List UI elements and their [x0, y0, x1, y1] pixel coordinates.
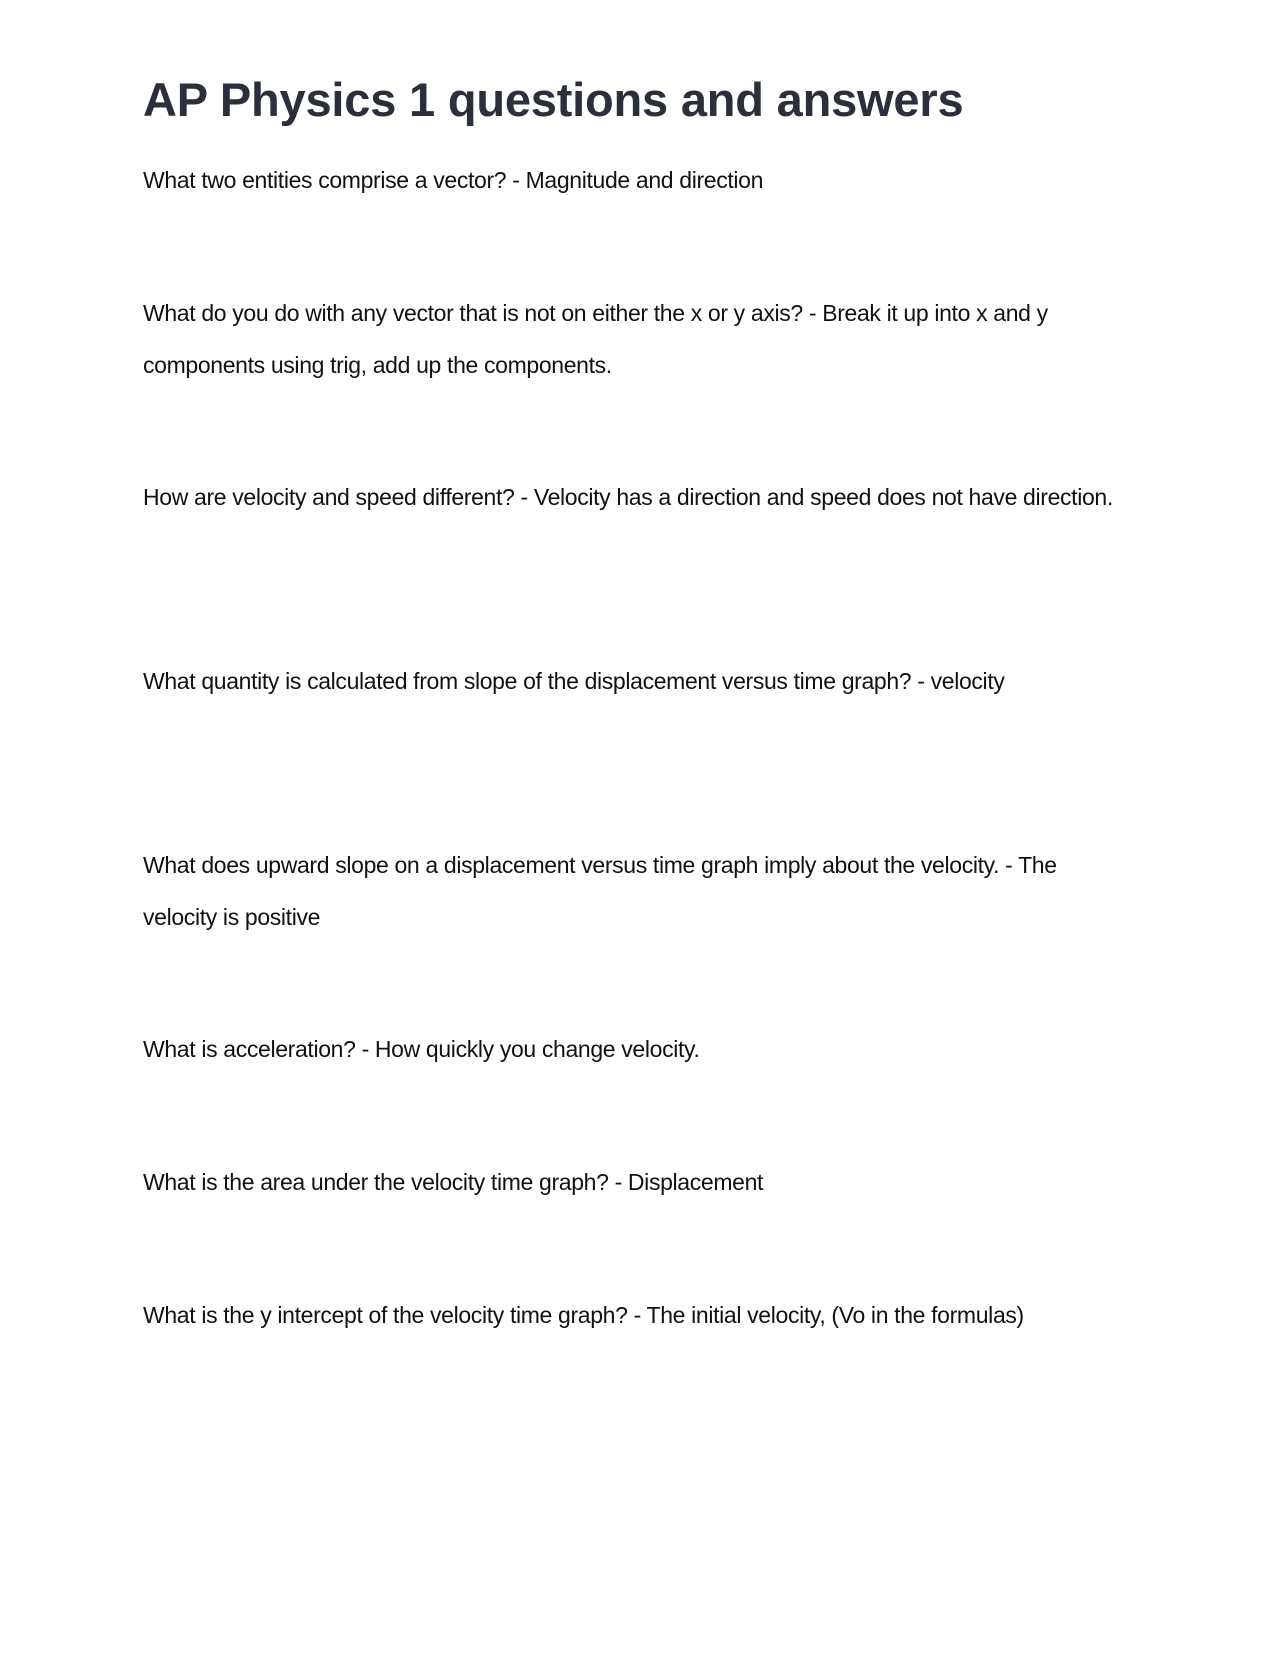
- qa-item: What is the area under the velocity time graph? - Displacement: [143, 1169, 764, 1195]
- qa-item: What is the y intercept of the velocity time graph? - The initial velocity, (Vo in the formulas): [143, 1302, 1024, 1328]
- page-title: AP Physics 1 questions and answers: [143, 73, 964, 126]
- qa-item: What two entities comprise a vector? - Magnitude and direction: [143, 167, 764, 193]
- qa-item: What does upward slope on a displacement versus time graph imply about the velocity. - The velocity is positive: [143, 852, 1057, 930]
- qa-item: What do you do with any vector that is not on either the x or y axis? - Break it up into x and y components using trig, add up the components.: [143, 300, 1048, 378]
- qa-item: How are velocity and speed different? - Velocity has a direction and speed does not have direction.: [143, 484, 1113, 510]
- qa-item: What is acceleration? - How quickly you change velocity.: [143, 1036, 700, 1062]
- qa-item: What quantity is calculated from slope of the displacement versus time graph? - velocity: [143, 668, 1005, 694]
